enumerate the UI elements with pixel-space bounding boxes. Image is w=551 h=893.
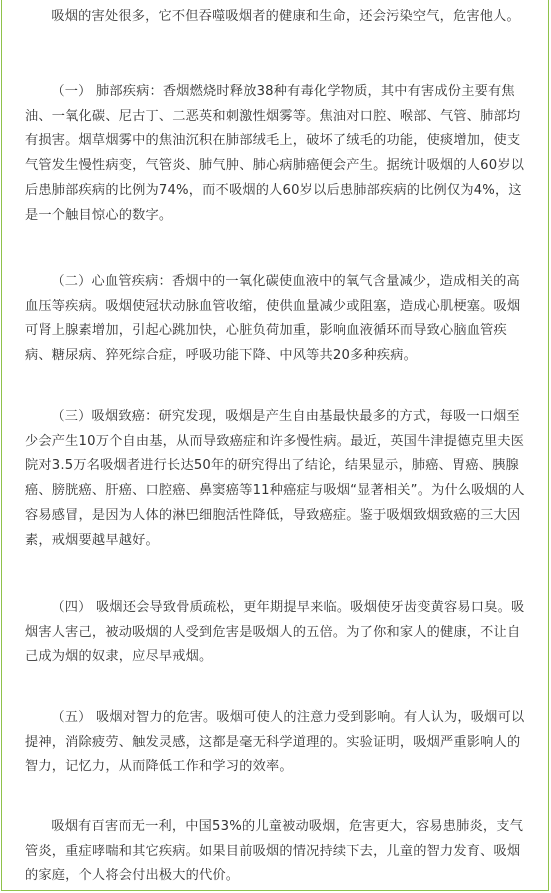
paragraph-lung-disease: （一） 肺部疾病：香烟燃烧时释放38种有毒化学物质，其中有害成份主要有焦油、一氧化碳、尼古丁、二恶英和刺激性烟雾等。焦油对口腔、喉部、气管、肺部均有损害。烟草烟雾中的焦油沉积在肺部绒毛上，破坏了绒毛的功能，使痰增加，使支气管发生慢性病变，气管炎、肺气肿、肺心病肺癌便会产生。据统计吸烟的人60岁以后患肺部疾病的比例为74%，而不吸烟的人60岁以后患肺部疾病的比例仅为4%，这是一个触目惊心的数字。 <box>25 84 525 223</box>
paragraph-intro: 吸烟的害处很多，它不但吞噬吸烟者的健康和生命，还会污染空气，危害他人。 <box>51 9 520 24</box>
paragraph-intelligence: （五） 吸烟对智力的危害。吸烟可使人的注意力受到影响。有人认为，吸烟可以提神，消除疲劳、触发灵感，这都是毫无科学道理的。实验证明，吸烟严重影响人的智力，记忆力，从而降低工作和学习的效率。 <box>25 710 525 775</box>
paragraph-cardiovascular-disease: （二）心血管疾病：香烟中的一氧化碳使血液中的氧气含量减少，造成相关的高血压等疾病。吸烟使冠状动脉血管收缩，使供血量减少或阻塞，造成心肌梗塞。吸烟可肾上腺素增加，引起心跳加快，心脏负荷加重，影响血液循环而导致心脑血管疾病、糖尿病、猝死综合症，呼吸功能下降、中风等共20多种疾病。 <box>25 274 521 364</box>
paragraph-osteoporosis: （四） 吸烟还会导致骨质疏松，更年期提早来临。吸烟使牙齿变黄容易口臭。吸烟害人害己，被动吸烟的人受到危害是吸烟人的五倍。为了你和家人的健康，不让自己成为烟的奴隶，应尽早戒烟。 <box>25 600 525 665</box>
paragraph-children: 吸烟有百害而无一利，中国53%的儿童被动吸烟，危害更大，容易患肺炎，支气管炎，重症哮喘和其它疾病。如果目前吸烟的情况持续下去，儿童的智力发育、吸烟的家庭，个人将会付出极大的代价。 <box>25 819 524 884</box>
paragraph-cancer: （三）吸烟致癌：研究发现，吸烟是产生自由基最快最多的方式，每吸一口烟至少会产生10万个自由基，从而导致癌症和许多慢性病。最近，英国牛津提德克里夫医院对3.5万名吸烟者进行长达50年的研究得出了结论，结果显示，肺癌、胃癌、胰腺癌、膀胱癌、肝癌、口腔癌、鼻窦癌等11种癌症与吸烟“显著相关”。为什么吸烟的人容易感冒，是因为人体的淋巴细胞活性降低，导致癌症。鉴于吸烟致烟致癌的三大因素，戒烟要越早越好。 <box>25 409 525 548</box>
